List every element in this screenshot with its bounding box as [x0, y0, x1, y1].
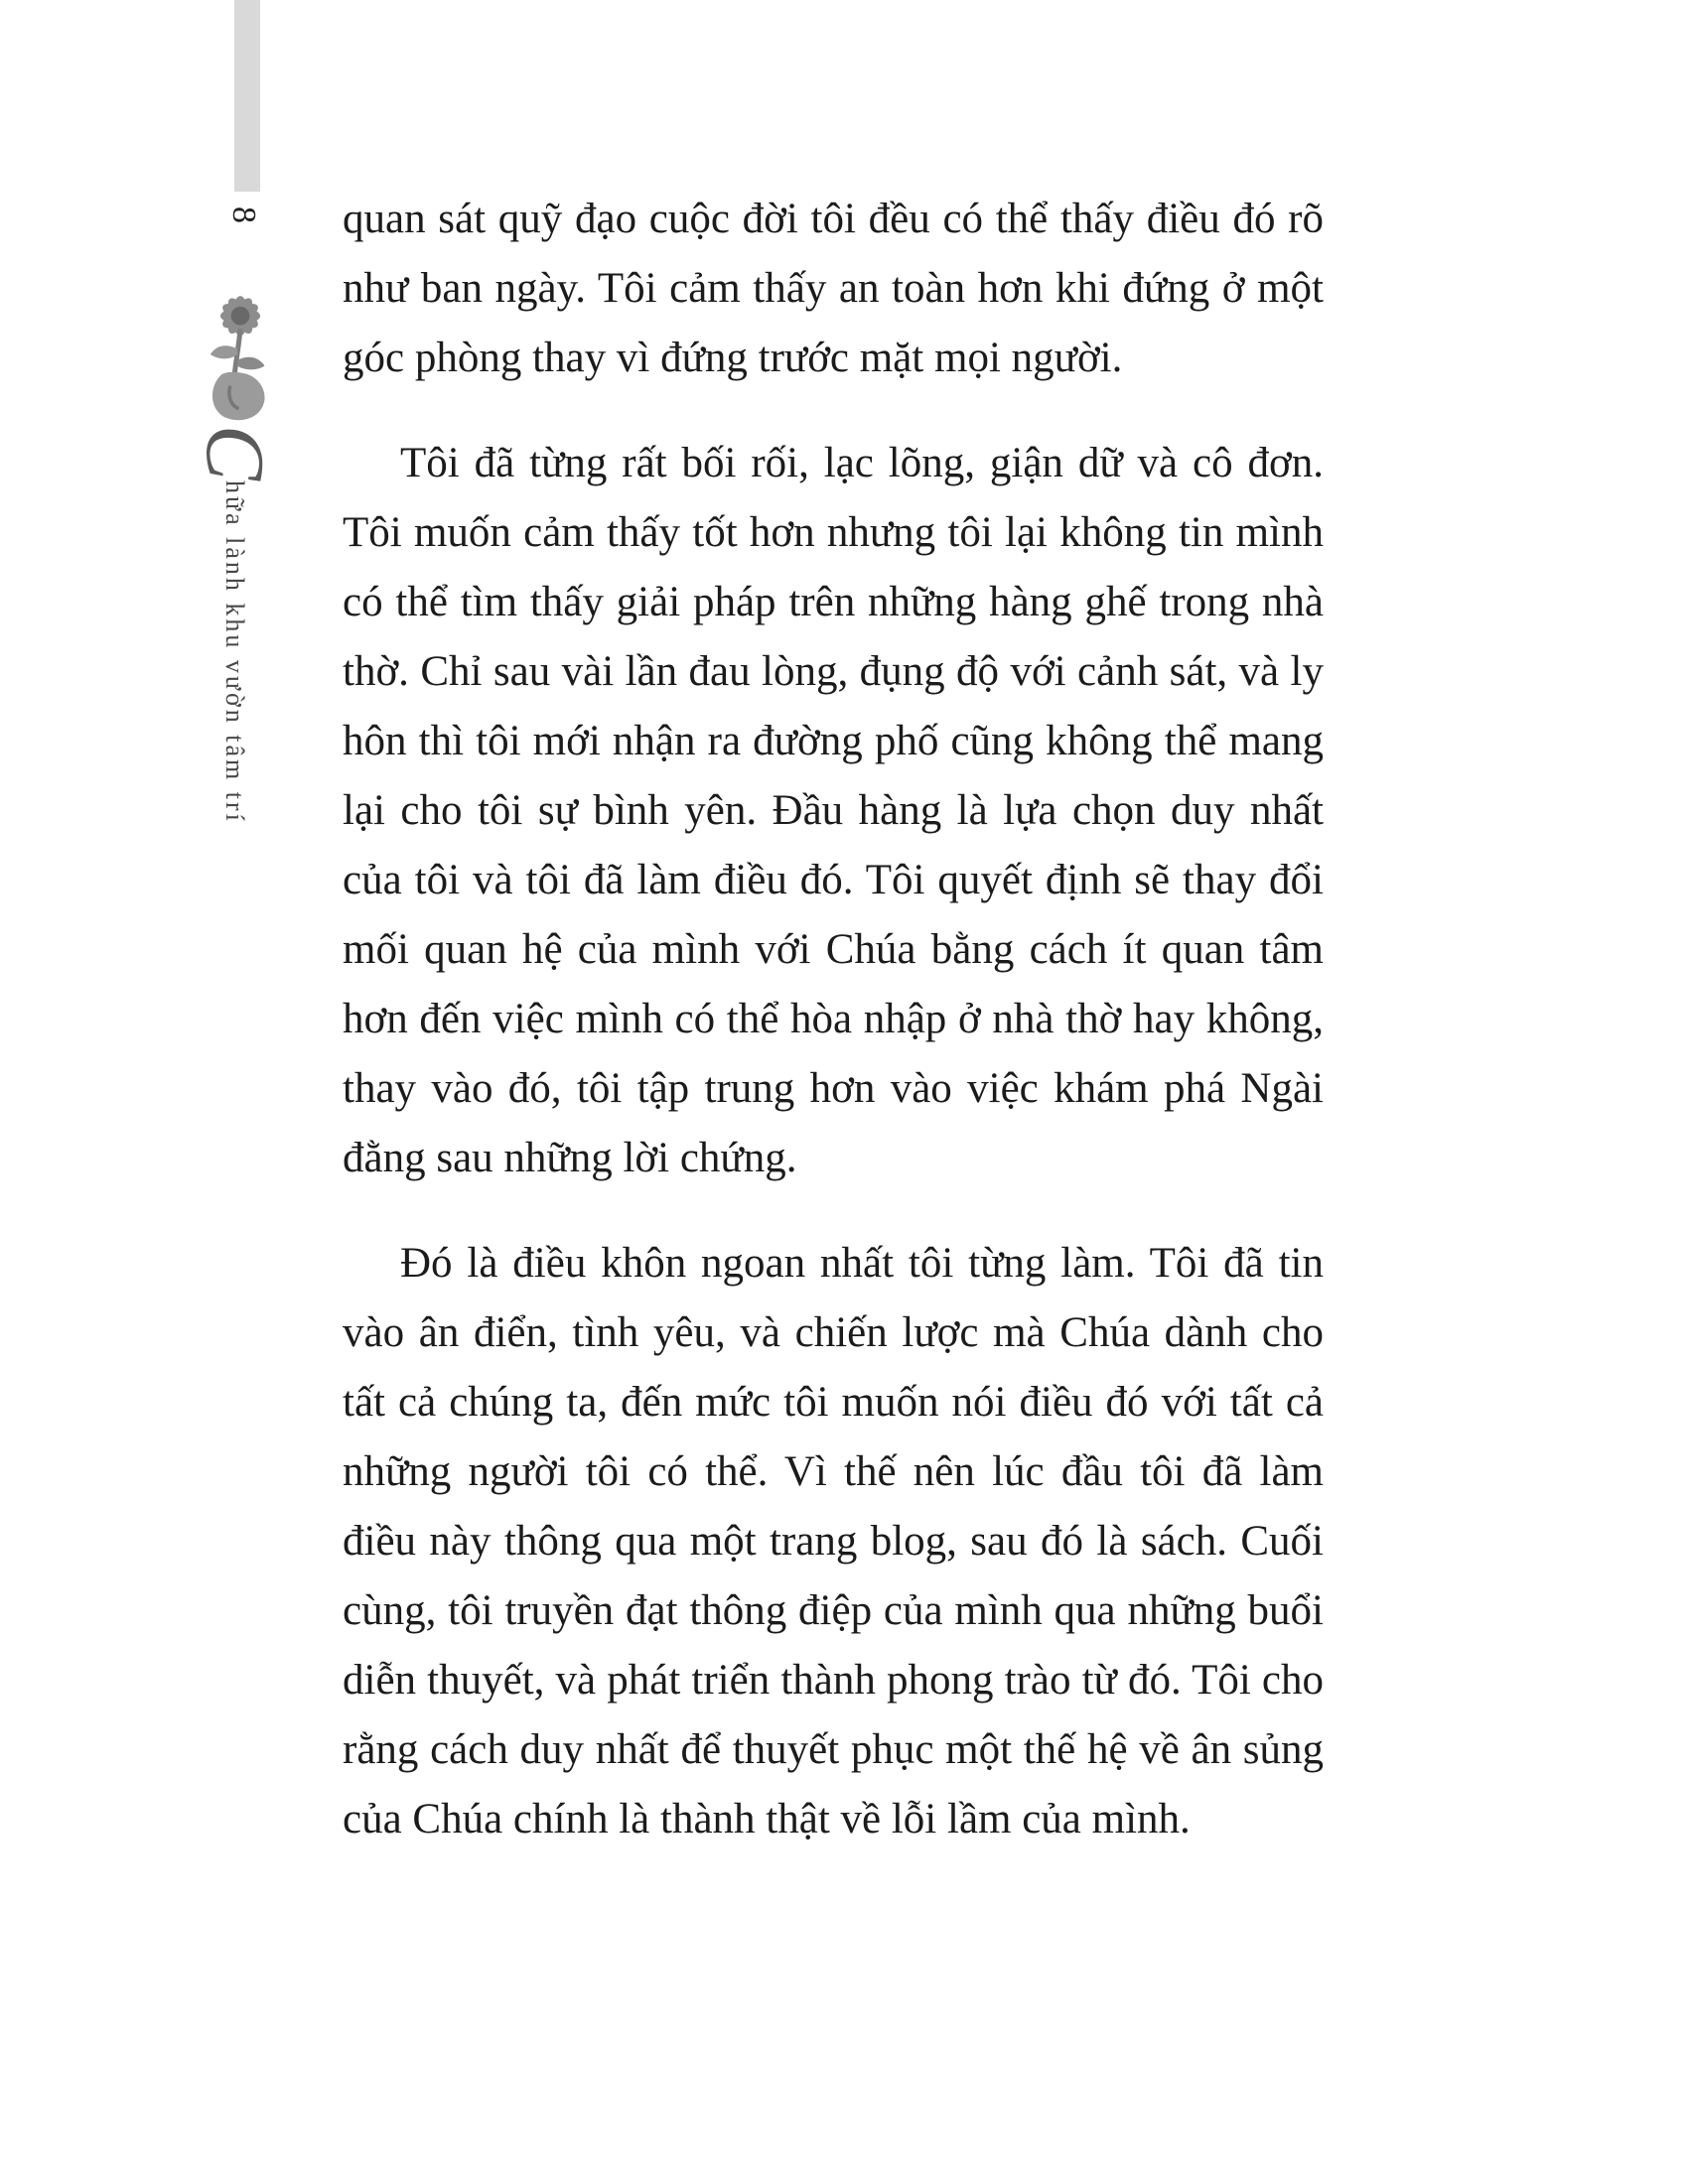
book-spine-title-initial: C [189, 425, 281, 481]
flower-ornament-icon [195, 286, 286, 423]
paragraph: Tôi đã từng rất bối rối, lạc lõng, giận dữ và cô đơn. Tôi muốn cảm thấy tốt hơn nhưng tôi lại không tin mình có thể tìm thấy giải pháp trên những hàng ghế trong nhà thờ. Chỉ sau vài lần đau lòng, đụng độ với cảnh sát, và ly hôn thì tôi mới nhận ra đường phố cũng không thể mang lại cho tôi sự bình yên. Đầu hàng là lựa chọn duy nhất của tôi và tôi đã làm điều đó. Tôi quyết định sẽ thay đổi mối quan hệ của mình với Chúa bằng cách ít quan tâm hơn đến việc mình có thể hòa nhập ở nhà thờ hay không, thay vào đó, tôi tập trung hơn vào việc khám phá Ngài đằng sau những lời chứng. [343, 440, 1324, 1181]
paragraph: quan sát quỹ đạo cuộc đời tôi đều có thể thấy điều đó rõ như ban ngày. Tôi cảm thấy an toàn hơn khi đứng ở một góc phòng thay vì đứng trước mặt mọi người. [343, 196, 1324, 381]
spine-decoration-bar [234, 0, 260, 192]
page-body-text [343, 185, 1324, 1854]
book-spine-title-rest: hữa lành khu vườn tâm trí [220, 480, 249, 824]
paragraph: Đó là điều khôn ngoan nhất tôi từng làm. Tôi đã tin vào ân điển, tình yêu, và chiến lược mà Chúa dành cho tất cả chúng ta, đến mức tôi muốn nói điều đó với tất cả những người tôi có thể. Vì thế nên lúc đầu tôi đã làm điều này thông qua một trang blog, sau đó là sách. Cuối cùng, tôi truyền đạt thông điệp của mình qua những buổi diễn thuyết, và phát triển thành phong trào từ đó. Tôi cho rằng cách duy nhất để thuyết phục một thế hệ về ân sủng của Chúa chính là thành thật về lỗi lầm của mình. [343, 1240, 1324, 1843]
book-spine-title [187, 425, 283, 824]
page-number: 8 [225, 206, 262, 223]
